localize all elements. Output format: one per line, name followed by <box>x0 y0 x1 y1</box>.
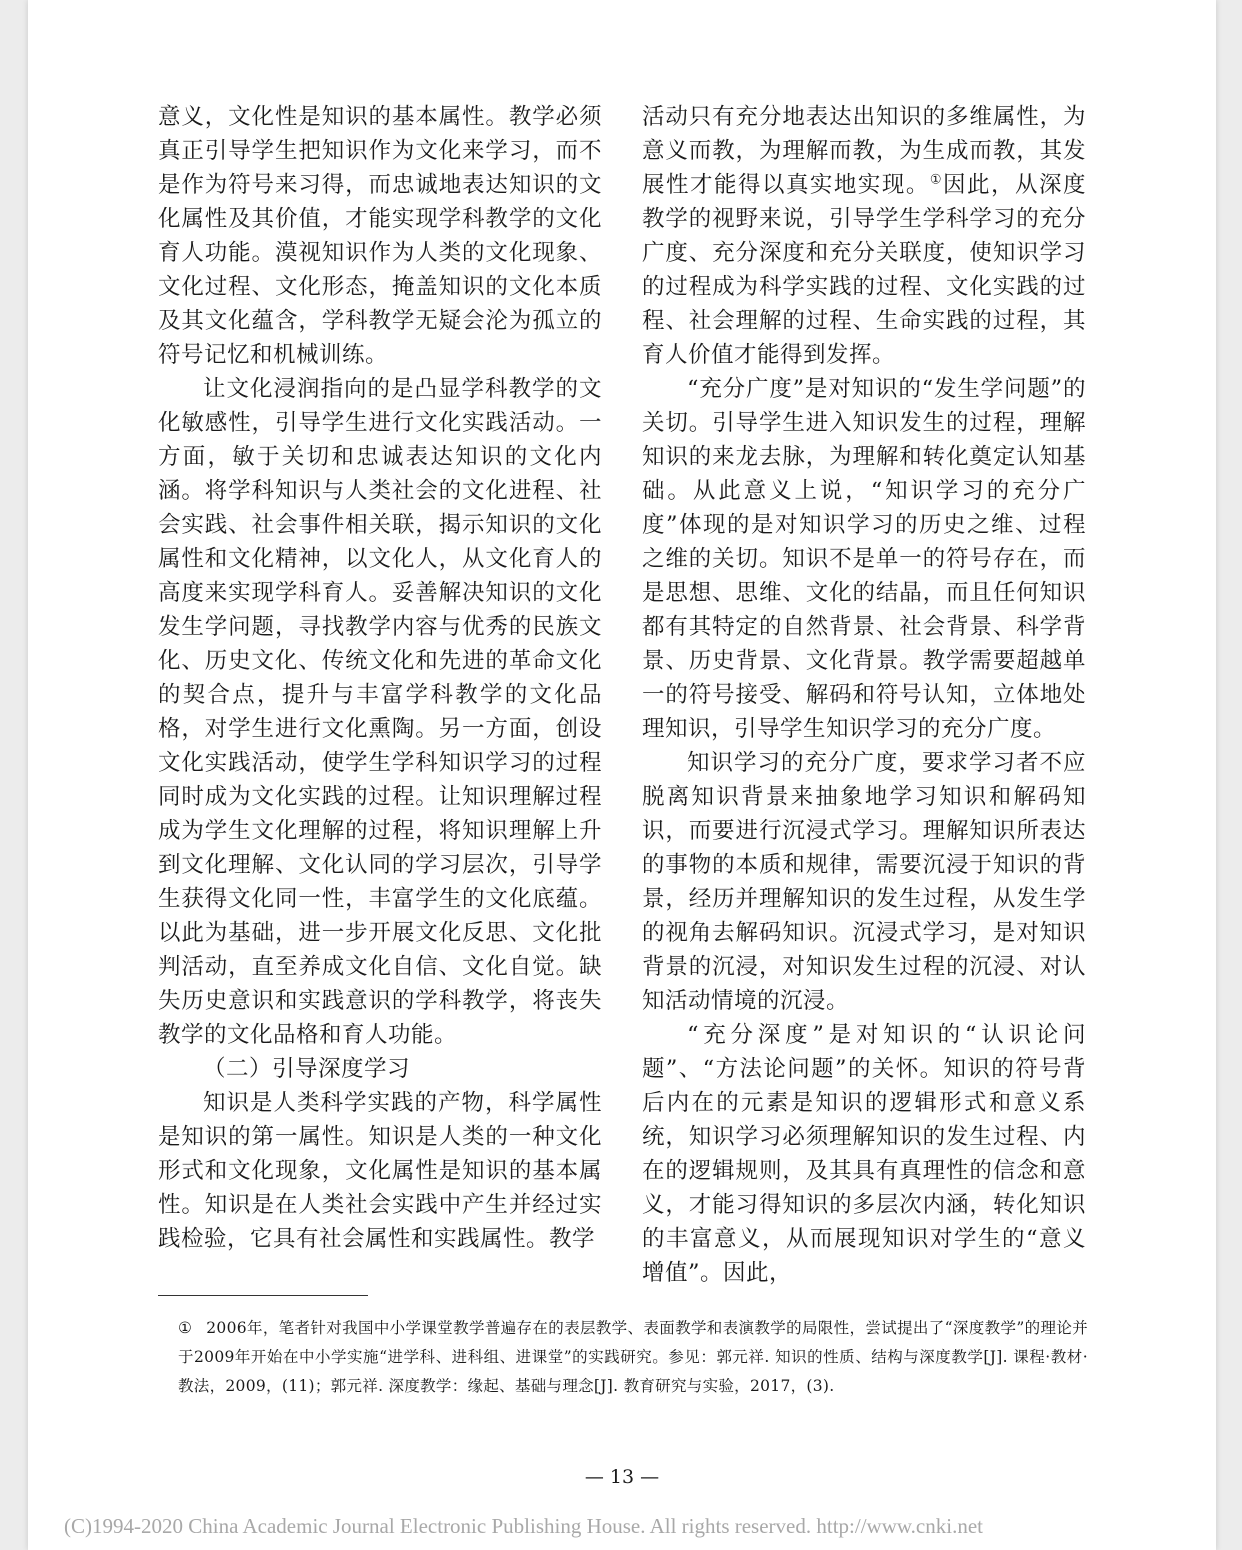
body-paragraph: 知识是人类科学实践的产物，科学属性是知识的第一属性。知识是人类的一种文化形式和文化现象，文化属性是知识的基本属性。知识是在人类社会实践中产生并经过实践检验，它具有社会属性和实践属性。教学 <box>158 1090 602 1252</box>
paragraph-text: 活动只有充分地表达出知识的多维属性，为意义而教，为理解而教，为生成而教，其发展性才能得以真实地实现。 <box>642 104 1086 198</box>
footnote-text: 2006年，笔者针对我国中小学课堂教学普遍存在的表层教学、表面教学和表演教学的局限性，尝试提出了“深度教学”的理论并于2009年开始在中小学实施“进学科、进科组、进课堂”的实践研究。参见：郭元祥. 知识的性质、结构与深度教学[J]. 课程·教材·教法，2009，(11)；郭元祥. 深度教学：缘起、基础与理念[J]. 教育研究与实验，2017，(3). <box>178 1319 1089 1395</box>
body-paragraph: 让文化浸润指向的是凸显学科教学的文化敏感性，引导学生进行文化实践活动。一方面，敏于关切和忠诚表达知识的文化内涵。将学科知识与人类社会的文化进程、社会实践、社会事件相关联，揭示知识的文化属性和文化精神，以文化人，从文化育人的高度来实现学科育人。妥善解决知识的文化发生学问题，寻找教学内容与优秀的民族文化、历史文化、传统文化和先进的革命文化的契合点，提升与丰富学科教学的文化品格，对学生进行文化熏陶。另一方面，创设文化实践活动，使学生学科知识学习的过程同时成为文化实践的过程。让知识理解过程成为学生文化理解的过程，将知识理解上升到文化理解、文化认同的学习层次，引导学生获得文化同一性，丰富学生的文化底蕴。以此为基础，进一步开展文化反思、文化批判活动，直至养成文化自信、文化自觉。缺失历史意识和实践意识的学科教学，将丧失教学的文化品格和育人功能。 <box>158 376 602 1048</box>
body-paragraph: 知识学习的充分广度，要求学习者不应脱离知识背景来抽象地学习知识和解码知识，而要进行沉浸式学习。理解知识所表达的事物的本质和规律，需要沉浸于知识的背景，经历并理解知识的发生过程，从发生学的视角去解码知识。沉浸式学习，是对知识背景的沉浸，对知识发生过程的沉浸、对认知活动情境的沉浸。 <box>642 750 1086 1014</box>
body-paragraph: “充分广度”是对知识的“发生学问题”的关切。引导学生进入知识发生的过程，理解知识的来龙去脉，为理解和转化奠定认知基础。从此意义上说，“知识学习的充分广度”体现的是对知识学习的历史之维、过程之维的关切。知识不是单一的符号存在，而是思想、思维、文化的结晶，而且任何知识都有其特定的自然背景、社会背景、科学背景、历史背景、文化背景。教学需要超越单一的符号接受、解码和符号认知，立体地处理知识，引导学生知识学习的充分广度。 <box>642 376 1086 742</box>
body-paragraph: “充分深度”是对知识的“认识论问题”、“方法论问题”的关怀。知识的符号背后内在的元素是知识的逻辑形式和意义系统，知识学习必须理解知识的发生过程、内在的逻辑规则，及其具有真理性的信念和意义，才能习得知识的多层次内涵，转化知识的丰富意义，从而展现知识对学生的“意义增值”。因此， <box>642 1022 1086 1286</box>
copyright-notice: (C)1994-2020 China Academic Journal Electronic Publishing House. All rights reserved. http://www.cnki.net <box>64 1514 983 1538</box>
footnote-divider <box>158 1295 368 1296</box>
footnote-mark: ① <box>178 1319 193 1337</box>
right-column <box>642 100 1086 1290</box>
footnote <box>178 1314 1088 1401</box>
body-paragraph <box>642 100 1086 372</box>
body-paragraph: 意义，文化性是知识的基本属性。教学必须真正引导学生把知识作为文化来学习，而不是作为符号来习得，而忠诚地表达知识的文化属性及其价值，才能实现学科教学的文化育人功能。漠视知识作为人类的文化现象、文化过程、文化形态，掩盖知识的文化本质及其文化蕴含，学科教学无疑会沦为孤立的符号记忆和机械训练。 <box>158 104 602 368</box>
section-heading: （二）引导深度学习 <box>203 1056 411 1082</box>
footnote-reference[interactable]: ① <box>929 172 944 188</box>
page-number: — 13 — <box>584 1466 660 1488</box>
left-column <box>158 100 602 1256</box>
journal-page <box>28 0 1216 1550</box>
paragraph-text: 因此，从深度教学的视野来说，引导学生学科学习的充分广度、充分深度和充分关联度，使知识学习的过程成为科学实践的过程、文化实践的过程、社会理解的过程、生命实践的过程，其育人价值才能得到发挥。 <box>642 172 1086 368</box>
